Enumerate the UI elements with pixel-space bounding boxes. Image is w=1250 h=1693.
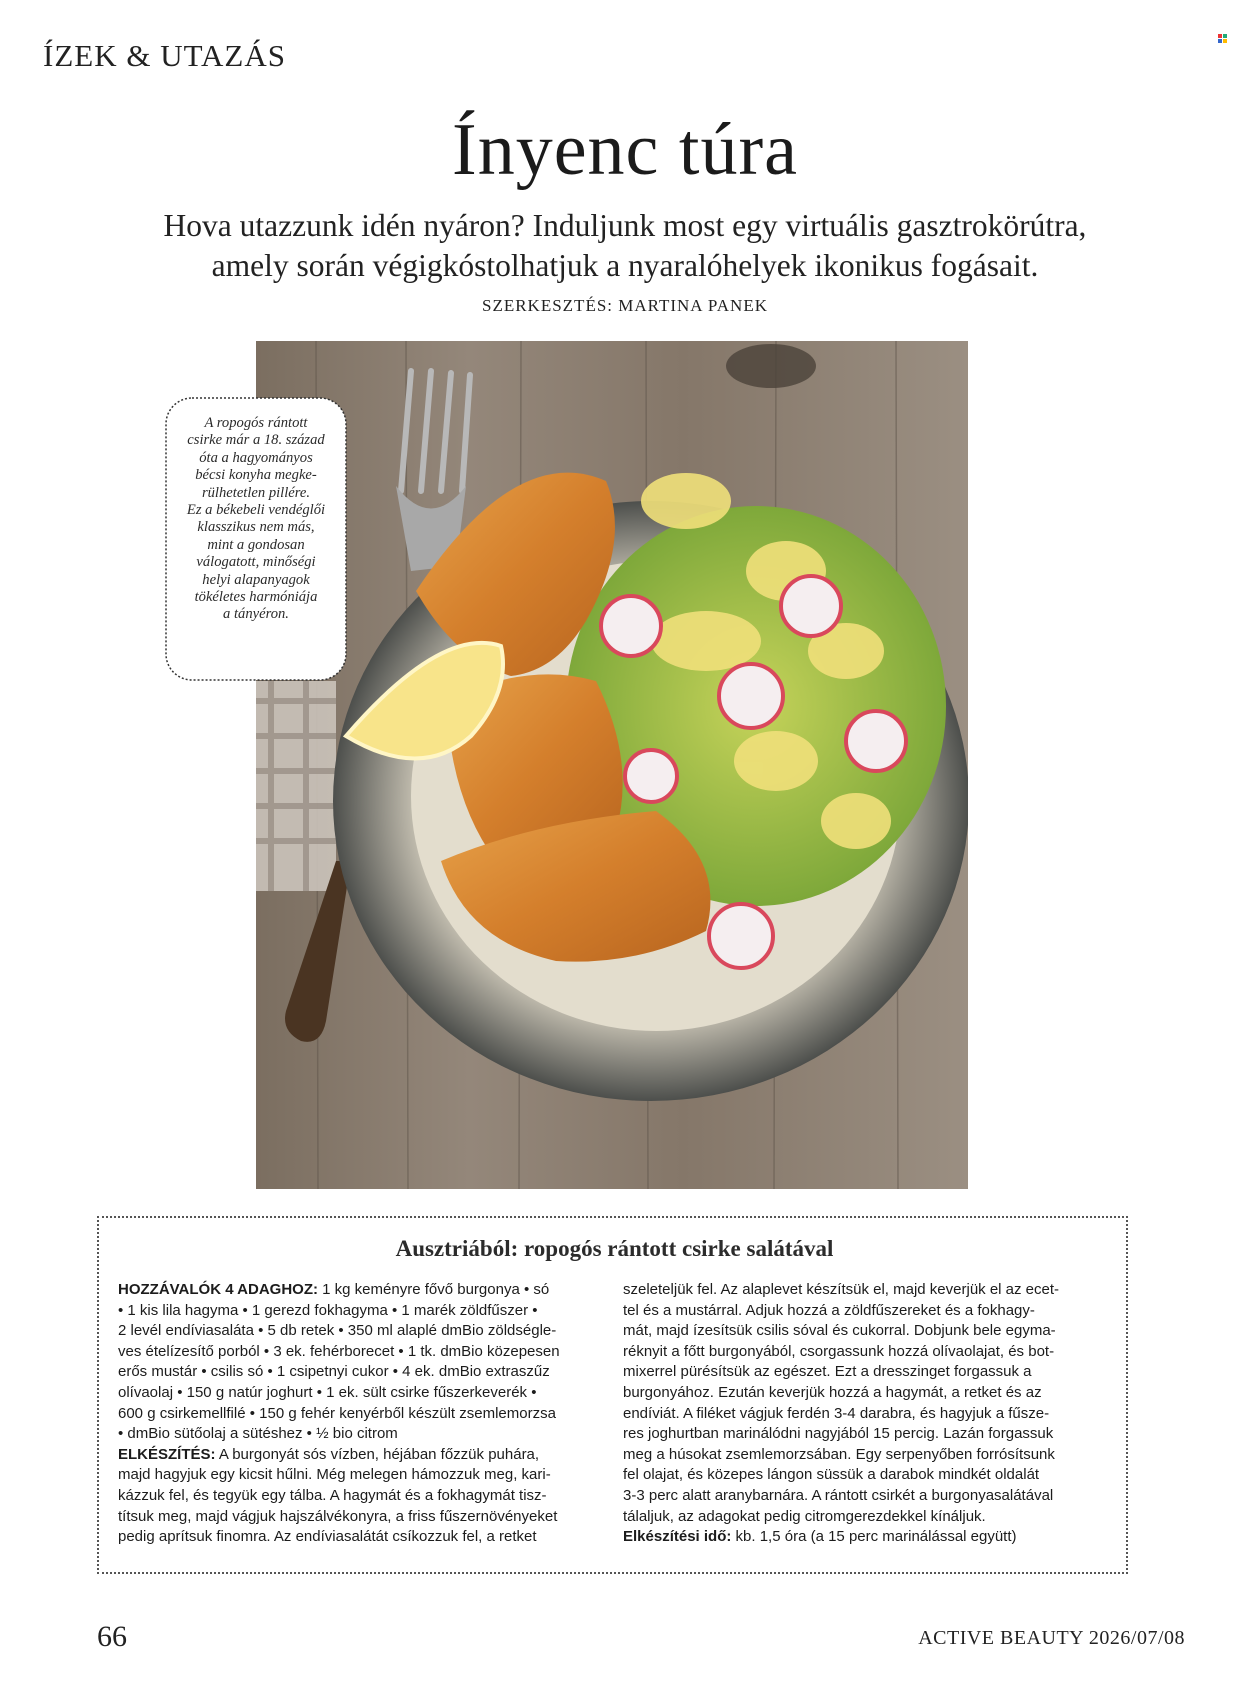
- method-line: szeleteljük fel. Az alaplevet készítsük el, majd keverjük el az ecet-: [623, 1281, 1060, 1298]
- method-line: títsuk meg, majd vágjuk hajszálvékonyra, a friss fűszernövényeket: [118, 1507, 558, 1525]
- prep-time: [623, 1527, 1113, 1548]
- prep-time-value: kb. 1,5 óra (a 15 perc marinálással együtt): [731, 1528, 1017, 1546]
- recipe-left-column: [118, 1280, 593, 1548]
- ingredients-line: 600 g csirkemellfilé • 150 g fehér kenyérből készült zsemlemorzsa: [118, 1404, 556, 1422]
- method-line: tel és a mustárral. Adjuk hozzá a zöldfűszereket és a fokhagy-: [623, 1301, 1035, 1319]
- recipe-right-column: [623, 1280, 1113, 1548]
- callout-line: válogatott, minőségi: [196, 554, 316, 571]
- subtitle-line: amely során végigkóstolhatjuk a nyaralóhelyek ikonikus fogásait.: [211, 248, 1039, 283]
- schnitzel-photo: [256, 341, 968, 1189]
- method-line: mát, majd ízesítsük csilis sóval és cukorral. Dobjunk bele egyma-: [623, 1322, 1056, 1340]
- prep-time-label: Elkészítési idő:: [623, 1528, 732, 1546]
- method-line: [118, 1445, 593, 1466]
- callout-line: csirke már a 18. század: [187, 432, 325, 449]
- section-label: ÍZEK & UTAZÁS: [43, 38, 286, 73]
- callout-line: klasszikus nem más,: [197, 519, 315, 536]
- method-line: burgonyához. Ezután keverjük hozzá a hagymát, a retket és az: [623, 1383, 1042, 1401]
- method-line: tálaljuk, az adagokat pedig citromgerezdekkel kínáljuk.: [623, 1507, 986, 1525]
- magazine-name: ACTIVE BEAUTY 2026/07/08: [918, 1627, 1185, 1649]
- method-line: res joghurtban marinálódni nagyjából 15 percig. Lazán forgassuk: [623, 1425, 1054, 1443]
- subtitle-line: Hova utazzunk idén nyáron? Induljunk most egy virtuális gasztrokörútra,: [163, 208, 1087, 243]
- recipe-box: [97, 1216, 1128, 1574]
- callout-line: tökéletes harmóniája: [194, 589, 318, 606]
- callout-line: rülhetetlen pillére.: [201, 484, 311, 501]
- ingredients-label: HOZZÁVALÓK 4 ADAGHOZ:: [118, 1281, 318, 1298]
- color-mark-icon: [1218, 34, 1227, 43]
- method-line: kázzuk fel, és tegyük egy tálba. A hagymát és a fokhagymát tisz-: [118, 1486, 547, 1504]
- callout-line: mint a gondosan: [207, 536, 305, 553]
- method-line: mixerrel pürésítsük az egészet. Ezt a dresszinget forgassuk a: [623, 1363, 1032, 1381]
- callout-text: [170, 415, 342, 624]
- callout-line: A ropogós rántott: [204, 415, 308, 431]
- ingredients-line: olívaolaj • 150 g natúr joghurt • 1 ek. sült csirke fűszerkeverék •: [118, 1383, 537, 1401]
- method-line: pedig aprítsuk finomra. Az endíviasalátát csíkozzuk fel, a retket: [118, 1528, 537, 1546]
- ingredients-line: • dmBio sütőolaj a sütéshez • ½ bio citrom: [118, 1425, 398, 1443]
- byline: SZERKESZTÉS: MARTINA PANEK: [482, 296, 768, 315]
- callout-line: bécsi konyha megke-: [195, 467, 317, 484]
- recipe-title: Ausztriából: ropogós rántott csirke salátával: [395, 1236, 834, 1261]
- ingredients-line: • 1 kis lila hagyma • 1 gerezd fokhagyma • 1 marék zöldfűszer •: [118, 1301, 538, 1319]
- callout-line: helyi alapanyagok: [202, 571, 310, 588]
- page-title: Ínyenc túra: [452, 109, 798, 191]
- callout-line: Ez a békebeli vendéglői: [186, 502, 326, 519]
- quote-callout: [162, 394, 350, 684]
- method-line: réknyit a főtt burgonyából, csorgassunk hozzá olívaolajat, és bot-: [623, 1342, 1055, 1360]
- method-text: A burgonyát sós vízben, héjában főzzük puhára,: [215, 1445, 540, 1463]
- ingredients-line: 2 levél endíviasaláta • 5 db retek • 350 ml alaplé dmBio zöldségle-: [118, 1322, 557, 1340]
- method-line: 3-3 perc alatt aranybarnára. A rántott csirkét a burgonyasalátával: [623, 1486, 1054, 1504]
- ingredients-line: ves ételízesítő porból • 3 ek. fehérborecet • 1 tk. dmBio közepesen: [118, 1342, 560, 1360]
- method-line: endíviát. A filéket vágjuk ferdén 3-4 darabra, és hagyjuk a fűsze-: [623, 1404, 1050, 1422]
- method-line: majd hagyjuk egy kicsit hűlni. Még melegen hámozzuk meg, kari-: [118, 1466, 551, 1484]
- ingredients-line: erős mustár • csilis só • 1 csipetnyi cukor • 4 ek. dmBio extraszűz: [118, 1363, 550, 1381]
- method-line: meg a húsokat zsemlemorzsában. Egy serpenyőben forrósítsunk: [623, 1445, 1055, 1463]
- ingredients-line: [118, 1280, 593, 1301]
- subtitle: [60, 206, 1190, 286]
- callout-line: a tányéron.: [223, 606, 289, 623]
- ingredients-text: 1 kg keményre fővő burgonya • só: [318, 1281, 550, 1298]
- callout-line: óta a hagyományos: [199, 449, 313, 466]
- method-label: ELKÉSZÍTÉS:: [118, 1445, 216, 1463]
- page-number: 66: [97, 1620, 127, 1653]
- method-line: fel olajat, és közepes lángon süssük a darabok mindkét oldalát: [623, 1466, 1040, 1484]
